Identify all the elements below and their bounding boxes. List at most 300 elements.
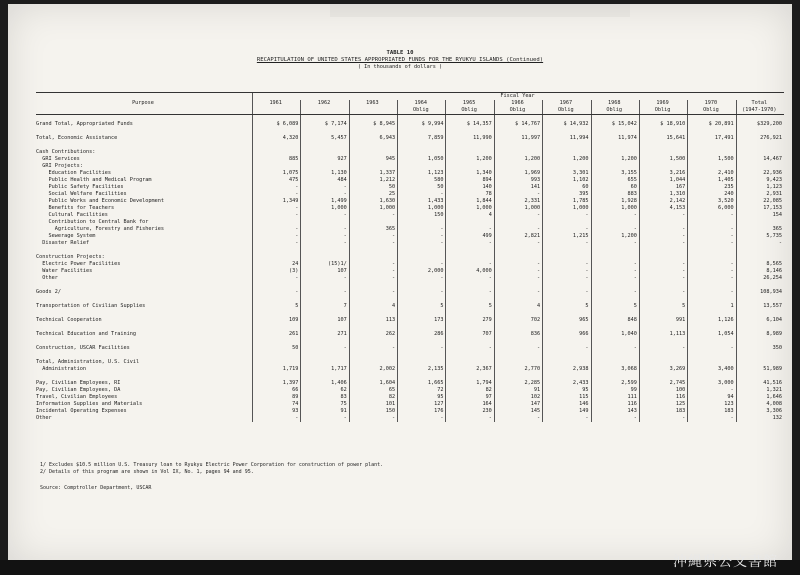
value-cell: -	[253, 191, 301, 198]
table-row	[36, 408, 784, 415]
value-cell	[446, 359, 494, 366]
value-cell: -	[639, 345, 687, 352]
oblig-header-cell	[253, 107, 301, 114]
value-cell: 1,928	[591, 198, 639, 205]
value-cell: 702	[494, 317, 542, 324]
value-cell	[253, 352, 301, 359]
value-cell: -	[253, 233, 301, 240]
value-cell	[543, 247, 591, 254]
oblig-header-cell: Oblig	[591, 107, 639, 114]
row-label: Public Safety Facilities	[36, 184, 124, 190]
value-cell: 2,142	[639, 198, 687, 205]
value-cell: 2,433	[543, 380, 591, 387]
value-cell	[349, 163, 397, 170]
table-row	[36, 156, 784, 163]
value-cell: -	[736, 240, 784, 247]
year-header-cell: 1964	[398, 100, 446, 107]
value-cell: 100	[639, 387, 687, 394]
value-cell	[639, 219, 687, 226]
value-cell	[349, 254, 397, 261]
value-cell: 2,931	[736, 191, 784, 198]
value-cell: 6,943	[349, 135, 397, 142]
value-cell: 271	[301, 331, 349, 338]
value-cell	[349, 359, 397, 366]
value-cell: 1,000	[398, 205, 446, 212]
oblig-header-cell: Oblig	[639, 107, 687, 114]
value-cell: -	[349, 261, 397, 268]
value-cell: 17,153	[736, 205, 784, 212]
value-cell: 3,155	[591, 170, 639, 177]
value-cell: 62	[301, 387, 349, 394]
value-cell: 1,000	[349, 205, 397, 212]
value-cell: 655	[591, 177, 639, 184]
value-cell: 894	[446, 177, 494, 184]
value-cell	[349, 373, 397, 380]
value-cell: 2,367	[446, 366, 494, 373]
value-cell: -	[688, 415, 736, 422]
table-row	[36, 142, 784, 149]
value-cell	[688, 142, 736, 149]
value-cell: $ 9,994	[398, 121, 446, 128]
value-cell: -	[494, 415, 542, 422]
table-row	[36, 317, 784, 324]
value-cell: 183	[639, 408, 687, 415]
value-cell: 101	[349, 401, 397, 408]
value-cell	[349, 128, 397, 135]
value-cell: -	[591, 415, 639, 422]
value-cell	[446, 149, 494, 156]
table-row	[36, 240, 784, 247]
value-cell: 5	[398, 303, 446, 310]
value-cell: 965	[543, 317, 591, 324]
value-cell: 72	[398, 387, 446, 394]
value-cell: 3,301	[543, 170, 591, 177]
value-cell: 83	[301, 394, 349, 401]
value-cell	[639, 352, 687, 359]
value-cell	[253, 338, 301, 345]
value-cell	[494, 128, 542, 135]
value-cell: 123	[688, 401, 736, 408]
value-cell: 113	[349, 317, 397, 324]
value-cell: 22,936	[736, 170, 784, 177]
value-cell	[591, 373, 639, 380]
value-cell	[398, 149, 446, 156]
value-cell: 1,215	[543, 233, 591, 240]
value-cell: 286	[398, 331, 446, 338]
value-cell	[398, 296, 446, 303]
value-cell: 115	[543, 394, 591, 401]
value-cell: -	[543, 289, 591, 296]
value-cell	[349, 149, 397, 156]
value-cell: -	[349, 233, 397, 240]
value-cell	[688, 324, 736, 331]
value-cell: -	[494, 345, 542, 352]
value-cell	[301, 128, 349, 135]
value-cell: 927	[301, 156, 349, 163]
row-label: Public Works and Economic Development	[36, 198, 165, 204]
value-cell: 66	[253, 387, 301, 394]
value-cell: 5,457	[301, 135, 349, 142]
value-cell: 3,306	[736, 408, 784, 415]
row-label: Water Facilities	[36, 268, 93, 274]
table-row	[36, 128, 784, 135]
value-cell: -	[543, 345, 591, 352]
value-cell	[639, 128, 687, 135]
value-cell	[494, 296, 542, 303]
value-cell	[253, 324, 301, 331]
value-cell: 8,989	[736, 331, 784, 338]
value-cell: -	[494, 226, 542, 233]
value-cell	[301, 219, 349, 226]
value-cell	[349, 247, 397, 254]
value-cell	[446, 219, 494, 226]
value-cell	[301, 163, 349, 170]
value-cell: 11,994	[543, 135, 591, 142]
value-cell: 365	[349, 226, 397, 233]
value-cell: 50	[398, 184, 446, 191]
table-row	[36, 233, 784, 240]
value-cell	[253, 310, 301, 317]
value-cell	[349, 310, 397, 317]
row-label: Education Facilities	[36, 170, 111, 176]
value-cell: 154	[736, 212, 784, 219]
value-cell: 1,200	[591, 156, 639, 163]
value-cell: 1,113	[639, 331, 687, 338]
value-cell	[301, 254, 349, 261]
value-cell: -	[301, 289, 349, 296]
value-cell: 1,123	[736, 184, 784, 191]
value-cell: 2,745	[639, 380, 687, 387]
value-cell: 1,405	[688, 177, 736, 184]
purpose-header: Purpose	[132, 100, 154, 106]
value-cell	[446, 310, 494, 317]
row-label	[36, 142, 253, 149]
value-cell: -	[591, 212, 639, 219]
value-cell: 14,467	[736, 156, 784, 163]
value-cell	[398, 114, 446, 121]
table-row	[36, 324, 784, 331]
value-cell: 885	[253, 156, 301, 163]
value-cell	[639, 338, 687, 345]
table-row	[36, 415, 784, 422]
row-label: Transportation of Civilian Supplies	[36, 303, 146, 309]
value-cell: 1,646	[736, 394, 784, 401]
value-cell: $ 14,767	[494, 121, 542, 128]
value-cell: 240	[688, 191, 736, 198]
value-cell: 580	[398, 177, 446, 184]
value-cell: 4,320	[253, 135, 301, 142]
value-cell: -	[494, 268, 542, 275]
value-cell: 1,000	[494, 205, 542, 212]
value-cell	[639, 149, 687, 156]
table-row	[36, 394, 784, 401]
table-row	[36, 345, 784, 352]
value-cell: 1,000	[543, 205, 591, 212]
value-cell	[736, 254, 784, 261]
value-cell	[398, 163, 446, 170]
value-cell: -	[591, 345, 639, 352]
value-cell: -	[253, 240, 301, 247]
value-cell	[446, 338, 494, 345]
value-cell	[494, 338, 542, 345]
value-cell: 1,044	[639, 177, 687, 184]
value-cell: -	[639, 226, 687, 233]
value-cell	[688, 114, 736, 121]
footnote-2: 2/ Details of this program are shown in Vol IX, No. 1, pages 94 and 95.	[40, 469, 254, 475]
value-cell: -	[639, 212, 687, 219]
value-cell: 65	[349, 387, 397, 394]
table-row	[36, 401, 784, 408]
value-cell: 5	[639, 303, 687, 310]
value-cell: 5	[253, 303, 301, 310]
value-cell: -	[349, 289, 397, 296]
value-cell	[543, 163, 591, 170]
value-cell: (15)1/	[301, 261, 349, 268]
value-cell: 4	[349, 303, 397, 310]
value-cell: -	[639, 268, 687, 275]
value-cell: 183	[688, 408, 736, 415]
value-cell: 1,717	[301, 366, 349, 373]
value-cell	[446, 114, 494, 121]
value-cell	[736, 359, 784, 366]
value-cell: 848	[591, 317, 639, 324]
value-cell	[543, 324, 591, 331]
table-row	[36, 268, 784, 275]
value-cell: -	[639, 233, 687, 240]
year-header-cell: 1962	[301, 100, 349, 107]
table-row	[36, 352, 784, 359]
value-cell: 1,340	[446, 170, 494, 177]
value-cell: $ 8,945	[349, 121, 397, 128]
value-cell: -	[446, 345, 494, 352]
value-cell: -	[253, 205, 301, 212]
value-cell: -	[688, 233, 736, 240]
value-cell: 116	[591, 401, 639, 408]
value-cell: -	[639, 240, 687, 247]
value-cell: 3,216	[639, 170, 687, 177]
source-note: Source: Comptroller Department, USCAR	[40, 485, 152, 491]
value-cell: $ 20,891	[688, 121, 736, 128]
value-cell: -	[688, 268, 736, 275]
value-cell: 11,990	[446, 135, 494, 142]
footnote-1: 1/ Excludes $10.5 million U.S. Treasury loan to Ryukyu Electric Power Corporation for construction of power plant.	[40, 462, 384, 468]
value-cell: 8,565	[736, 261, 784, 268]
table-row	[36, 247, 784, 254]
value-cell	[639, 359, 687, 366]
value-cell: 993	[494, 177, 542, 184]
value-cell: -	[543, 226, 591, 233]
value-cell: 127	[398, 401, 446, 408]
value-cell: 230	[446, 408, 494, 415]
oblig-header-cell	[349, 107, 397, 114]
value-cell	[543, 254, 591, 261]
value-cell: 1,200	[543, 156, 591, 163]
value-cell	[494, 254, 542, 261]
value-cell	[591, 352, 639, 359]
value-cell	[736, 247, 784, 254]
value-cell: -	[398, 275, 446, 282]
value-cell	[688, 338, 736, 345]
row-label: Goods 2/	[36, 289, 61, 295]
value-cell: -	[591, 261, 639, 268]
value-cell: 2,938	[543, 366, 591, 373]
header-bottom-rule	[36, 114, 784, 115]
row-label	[36, 247, 253, 254]
value-cell: $329,200	[736, 121, 784, 128]
table-subtitle: ( In thousands of dollars )	[357, 64, 443, 70]
value-cell: -	[688, 275, 736, 282]
value-cell: 1,200	[446, 156, 494, 163]
value-cell: -	[253, 226, 301, 233]
value-cell	[591, 282, 639, 289]
value-cell: 2,135	[398, 366, 446, 373]
value-cell	[639, 254, 687, 261]
value-cell: 109	[253, 317, 301, 324]
row-label: Travel, Civilian Employees	[36, 394, 118, 400]
value-cell: 2,770	[494, 366, 542, 373]
value-cell	[253, 142, 301, 149]
value-cell	[494, 282, 542, 289]
value-cell: 8,146	[736, 268, 784, 275]
value-cell: 17,491	[688, 135, 736, 142]
value-cell: 279	[446, 317, 494, 324]
table-title: RECAPITULATION OF UNITED STATES APPROPRIATED FUNDS FOR THE RYUKYU ISLANDS (Continued)	[256, 57, 544, 63]
value-cell: -	[398, 233, 446, 240]
value-cell: 50	[349, 184, 397, 191]
value-cell	[639, 114, 687, 121]
value-cell: -	[253, 184, 301, 191]
value-cell	[736, 128, 784, 135]
value-cell: -	[639, 289, 687, 296]
value-cell	[494, 324, 542, 331]
value-cell	[543, 142, 591, 149]
value-cell: -	[543, 268, 591, 275]
value-cell	[494, 219, 542, 226]
value-cell: 164	[446, 401, 494, 408]
value-cell: -	[494, 191, 542, 198]
value-cell: -	[398, 345, 446, 352]
value-cell	[736, 114, 784, 121]
value-cell: 261	[253, 331, 301, 338]
value-cell: (3)	[253, 268, 301, 275]
value-cell	[398, 128, 446, 135]
value-cell: -	[446, 289, 494, 296]
value-cell: 89	[253, 394, 301, 401]
value-cell	[253, 163, 301, 170]
value-cell: 111	[591, 394, 639, 401]
value-cell	[349, 352, 397, 359]
value-cell	[446, 296, 494, 303]
value-cell: 149	[543, 408, 591, 415]
value-cell: -	[688, 226, 736, 233]
value-cell	[398, 219, 446, 226]
value-cell: 5	[446, 303, 494, 310]
value-cell: 4,000	[446, 268, 494, 275]
value-cell: -	[591, 275, 639, 282]
value-cell	[543, 296, 591, 303]
value-cell: -	[543, 275, 591, 282]
value-cell	[688, 163, 736, 170]
value-cell	[591, 142, 639, 149]
value-cell	[543, 114, 591, 121]
value-cell: 140	[446, 184, 494, 191]
value-cell: 1,040	[591, 331, 639, 338]
value-cell	[398, 373, 446, 380]
table-row	[36, 198, 784, 205]
row-label: Construction Projects:	[36, 254, 105, 260]
value-cell: -	[543, 240, 591, 247]
value-cell: 26,254	[736, 275, 784, 282]
value-cell	[301, 324, 349, 331]
value-cell: 11,997	[494, 135, 542, 142]
value-cell: -	[398, 261, 446, 268]
value-cell: 2,821	[494, 233, 542, 240]
row-label: Information Supplies and Materials	[36, 401, 143, 407]
value-cell: -	[591, 289, 639, 296]
value-cell	[446, 128, 494, 135]
value-cell	[736, 338, 784, 345]
table-row	[36, 373, 784, 380]
row-label: GRI Projects:	[36, 163, 83, 169]
row-label	[36, 114, 253, 121]
value-cell: -	[349, 240, 397, 247]
value-cell	[736, 219, 784, 226]
value-cell	[736, 352, 784, 359]
row-label: Total, Economic Assistance	[36, 135, 118, 141]
value-cell: -	[253, 275, 301, 282]
value-cell	[494, 142, 542, 149]
value-cell: 4	[494, 303, 542, 310]
table-row	[36, 254, 784, 261]
value-cell: -	[301, 415, 349, 422]
value-cell	[253, 219, 301, 226]
value-cell: -	[591, 268, 639, 275]
value-cell: -	[349, 212, 397, 219]
value-cell: 5	[591, 303, 639, 310]
row-label: Incidental Operating Expenses	[36, 408, 127, 414]
value-cell: 1,000	[446, 205, 494, 212]
value-cell	[349, 114, 397, 121]
value-cell: 1,050	[398, 156, 446, 163]
value-cell: -	[494, 275, 542, 282]
value-cell	[591, 219, 639, 226]
value-cell: 475	[253, 177, 301, 184]
table-row	[36, 387, 784, 394]
value-cell	[591, 338, 639, 345]
value-cell: -	[398, 226, 446, 233]
value-cell	[398, 359, 446, 366]
table-row	[36, 310, 784, 317]
value-cell: -	[349, 345, 397, 352]
value-cell: 1,337	[349, 170, 397, 177]
appropriations-table	[36, 93, 784, 422]
year-header-cell: 1966	[494, 100, 542, 107]
value-cell: 4,153	[639, 205, 687, 212]
row-label	[36, 338, 253, 345]
value-cell: -	[301, 233, 349, 240]
value-cell: 95	[398, 394, 446, 401]
value-cell: 7,859	[398, 135, 446, 142]
value-cell	[688, 149, 736, 156]
value-cell	[591, 296, 639, 303]
value-cell: 350	[736, 345, 784, 352]
value-cell: 4,008	[736, 401, 784, 408]
value-cell	[688, 254, 736, 261]
row-label	[36, 310, 253, 317]
archive-watermark: 沖縄県公文書館	[673, 554, 778, 570]
value-cell: 24	[253, 261, 301, 268]
value-cell: 484	[301, 177, 349, 184]
